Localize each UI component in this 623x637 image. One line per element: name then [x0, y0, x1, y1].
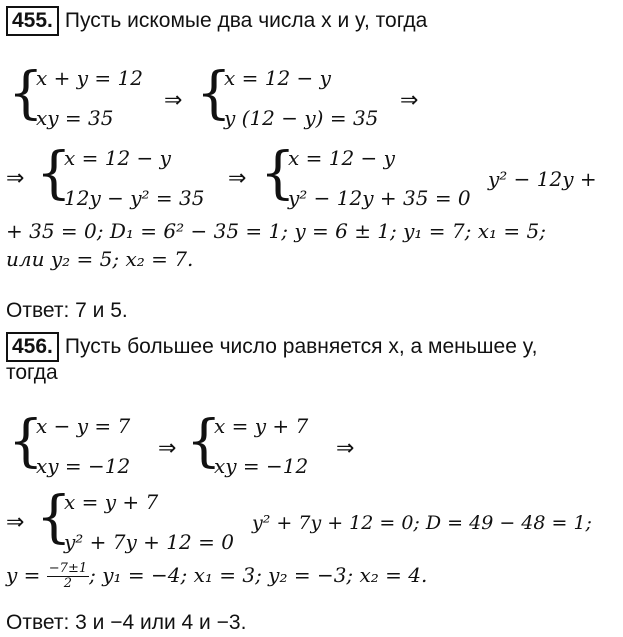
system-455-1 [8, 60, 178, 140]
system-455-3 [36, 140, 236, 220]
system-row: x + y = 12 [36, 66, 143, 90]
system-row: x = 12 − y [224, 66, 331, 90]
roots-line: ; y₁ = −4; x₁ = 3; y₂ = −3; x₂ = 4. [89, 563, 428, 587]
problem-456-intro-cont: тогда [6, 361, 58, 384]
system-row: x = 12 − y [288, 146, 395, 170]
system-row: x = y + 7 [64, 490, 159, 514]
implies-arrow: ⇒ [6, 510, 25, 535]
system-456-3 [36, 484, 256, 564]
brace-icon: { [196, 61, 232, 126]
system-row: 12y − y² = 35 [64, 186, 205, 210]
implies-arrow: ⇒ [228, 166, 247, 191]
answer-455: Ответ: 7 и 5. [6, 299, 128, 322]
implies-arrow: ⇒ [336, 436, 355, 461]
problem-455-intro: Пусть искомые два числа x и y, тогда [64, 9, 428, 32]
brace-icon: { [186, 409, 222, 474]
problem-456-header [6, 332, 538, 362]
equation-tail: y² + 7y + 12 = 0; D = 49 − 48 = 1; [252, 512, 592, 534]
fraction [47, 562, 89, 591]
implies-arrow: ⇒ [6, 166, 25, 191]
problem-number-456: 456. [6, 332, 59, 362]
system-row: x − y = 7 [36, 414, 131, 438]
implies-arrow: ⇒ [164, 88, 183, 113]
brace-icon: { [36, 141, 72, 206]
system-row: x = y + 7 [214, 414, 309, 438]
brace-icon: { [36, 485, 72, 550]
system-row: y² − 12y + 35 = 0 [288, 186, 471, 210]
system-row: xy = 35 [36, 106, 114, 130]
system-row: x = 12 − y [64, 146, 171, 170]
brace-icon: { [8, 61, 44, 126]
system-456-2 [186, 408, 356, 488]
system-row: xy = −12 [36, 454, 131, 478]
solution-line: или y₂ = 5; x₂ = 7. [6, 247, 194, 271]
answer-456: Ответ: 3 и −4 или 4 и −3. [6, 611, 247, 634]
implies-arrow: ⇒ [400, 88, 419, 113]
system-row: y (12 − y) = 35 [224, 106, 379, 130]
system-456-1 [8, 408, 178, 488]
problem-456-intro: Пусть большее число равняется x, а меньшее y, [64, 335, 538, 358]
brace-icon: { [260, 141, 296, 206]
problem-455-header [6, 6, 427, 36]
system-row: y² + 7y + 12 = 0 [64, 530, 234, 554]
solution-line [6, 562, 427, 591]
solution-line: + 35 = 0; D₁ = 6² − 35 = 1; y = 6 ± 1; y₁ = 7; x₁ = 5; [6, 219, 546, 243]
equation-tail: y² − 12y + [488, 167, 597, 191]
problem-number-455: 455. [6, 6, 59, 36]
y-equals: y = [6, 563, 41, 587]
system-row: xy = −12 [214, 454, 309, 478]
system-455-4 [260, 140, 490, 220]
fraction-denominator: 2 [63, 576, 73, 591]
brace-icon: { [8, 409, 44, 474]
fraction-numerator: −7±1 [48, 561, 88, 576]
system-455-2 [196, 60, 396, 140]
implies-arrow: ⇒ [158, 436, 177, 461]
